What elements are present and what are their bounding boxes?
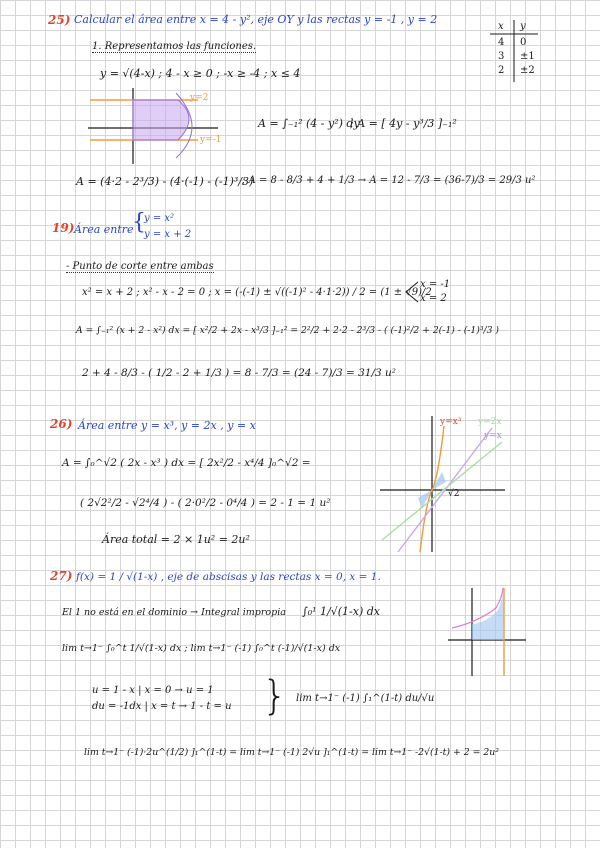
table-cell: 2 xyxy=(498,65,505,76)
problem-27-substituted: lim t→1⁻ (-1) ∫₁^(1-t) du/√u xyxy=(296,693,435,704)
problem-19-title: Área entre xyxy=(74,223,134,236)
sqrt2-tick-label: √2 xyxy=(448,489,460,499)
problem-26-integral: A = ∫₀^√2 ( 2x - x³ ) dx = [ 2x²/2 - x⁴/4 ]₀^√2 = xyxy=(62,457,311,469)
problem-25-function-domain: y = √(4-x) ; 4 - x ≥ 0 ; -x ≥ -4 ; x ≤ 4 xyxy=(100,67,301,80)
curve-label-2x: y=2x xyxy=(478,417,502,427)
table-header-y: y xyxy=(520,21,526,32)
problem-19-result: 2 + 4 - 8/3 - ( 1/2 - 2 + 1/3 ) = 8 - 7/3 = (24 - 7)/3 = 31/3 u² xyxy=(82,367,397,379)
table-header-x: x xyxy=(498,21,504,32)
table-cell: ±2 xyxy=(520,65,535,76)
problem-27-title: f(x) = 1 / √(1-x) , eje de abscisas y las rectas x = 0, x = 1. xyxy=(76,571,381,583)
brace-icon: { xyxy=(132,210,146,235)
problem-25-step-1: 1. Representamos las funciones. xyxy=(92,41,257,52)
table-cell: 0 xyxy=(520,37,527,48)
problem-19-integral: A = ∫₋₁² (x + 2 - x²) dx = [ x²/2 + 2x - x³/3 ]₋₁² = 2²/2 + 2·2 - 2³/3 - ( (-1)²/2 + 2(-1) - (-1)³/3 ) xyxy=(76,325,499,336)
problem-26-title: Área entre y = x³, y = 2x , y = x xyxy=(78,419,256,432)
table-cell: 4 xyxy=(498,37,505,48)
curve-label-x: y=x xyxy=(484,431,502,441)
problem-25-evaluation: A = (4·2 - 2³/3) - (4·(-1) - (-1)³/3) xyxy=(76,175,254,188)
chevron-left-icon xyxy=(404,280,420,304)
problem-27-note: El 1 no está en el dominio → Integral impropia xyxy=(62,607,286,618)
problem-27-number: 27) xyxy=(50,569,73,583)
problem-27-final: lim t→1⁻ (-1)·2u^(1/2) ]₁^(1-t) = lim t→1⁻ (-1) 2√u ]₁^(1-t) = lim t→1⁻ -2√(1-t) + 2 = 2u² xyxy=(84,747,499,758)
substitution-1: u = 1 - x | x = 0 → u = 1 xyxy=(92,685,214,696)
problem-25-statement: Calcular el área entre x = 4 - y², eje OY y las rectas y = -1 , y = 2 xyxy=(74,13,438,26)
problem-27-limit: lim t→1⁻ ∫₀^t 1/√(1-x) dx ; lim t→1⁻ (-1) ∫₀^t (-1)/√(1-x) dx xyxy=(62,643,341,654)
problem-19-equation-1: y = x² xyxy=(144,213,175,224)
problem-26-number: 26) xyxy=(50,417,73,431)
table-cell: ±1 xyxy=(520,51,535,62)
problem-19-cut-points: x² = x + 2 ; x² - x - 2 = 0 ; x = (-(-1) ± √((-1)² - 4·1·2)) / 2 = (1 ± √9)/2 xyxy=(82,287,432,298)
brace-close-icon: } xyxy=(262,673,288,719)
problem-19-number: 19) xyxy=(52,221,75,235)
xy-value-table xyxy=(490,20,538,82)
substitution-2: du = -1dx | x = t → 1 - t = u xyxy=(92,701,232,712)
problem-19-equation-2: y = x + 2 xyxy=(144,229,192,240)
problem-25-primitive: ; A = [ 4y - y³/3 ]₋₁² xyxy=(350,117,457,130)
problem-19-point-header: - Punto de corte entre ambas xyxy=(66,261,214,272)
problem-25-result: ; A = 8 - 8/3 + 4 + 1/3 → A = 12 - 7/3 = (36-7)/3 = 29/3 u² xyxy=(242,175,536,186)
problem-27-graph xyxy=(448,588,528,676)
problem-25-integral: A = ∫₋₁² (4 - y²) dy xyxy=(258,117,360,130)
curve-label-cubic: y=x³ xyxy=(440,417,462,427)
line-label-y-minus-1: y=-1 xyxy=(200,135,222,145)
problem-25-number: 25) xyxy=(48,13,71,27)
problem-26-total: Área total = 2 × 1u² = 2u² xyxy=(102,533,250,546)
line-label-y-2: y=2 xyxy=(190,93,209,103)
table-cell: 3 xyxy=(498,51,505,62)
problem-27-improper-integral: ∫₀¹ 1/√(1-x) dx xyxy=(302,605,381,618)
problem-26-evaluation: ( 2√2²/2 - √2⁴/4 ) - ( 2·0²/2 - 0⁴/4 ) = 2 - 1 = 1 u² xyxy=(80,497,331,509)
root-1: x = -1 xyxy=(420,279,451,290)
root-2: x = 2 xyxy=(420,293,447,304)
